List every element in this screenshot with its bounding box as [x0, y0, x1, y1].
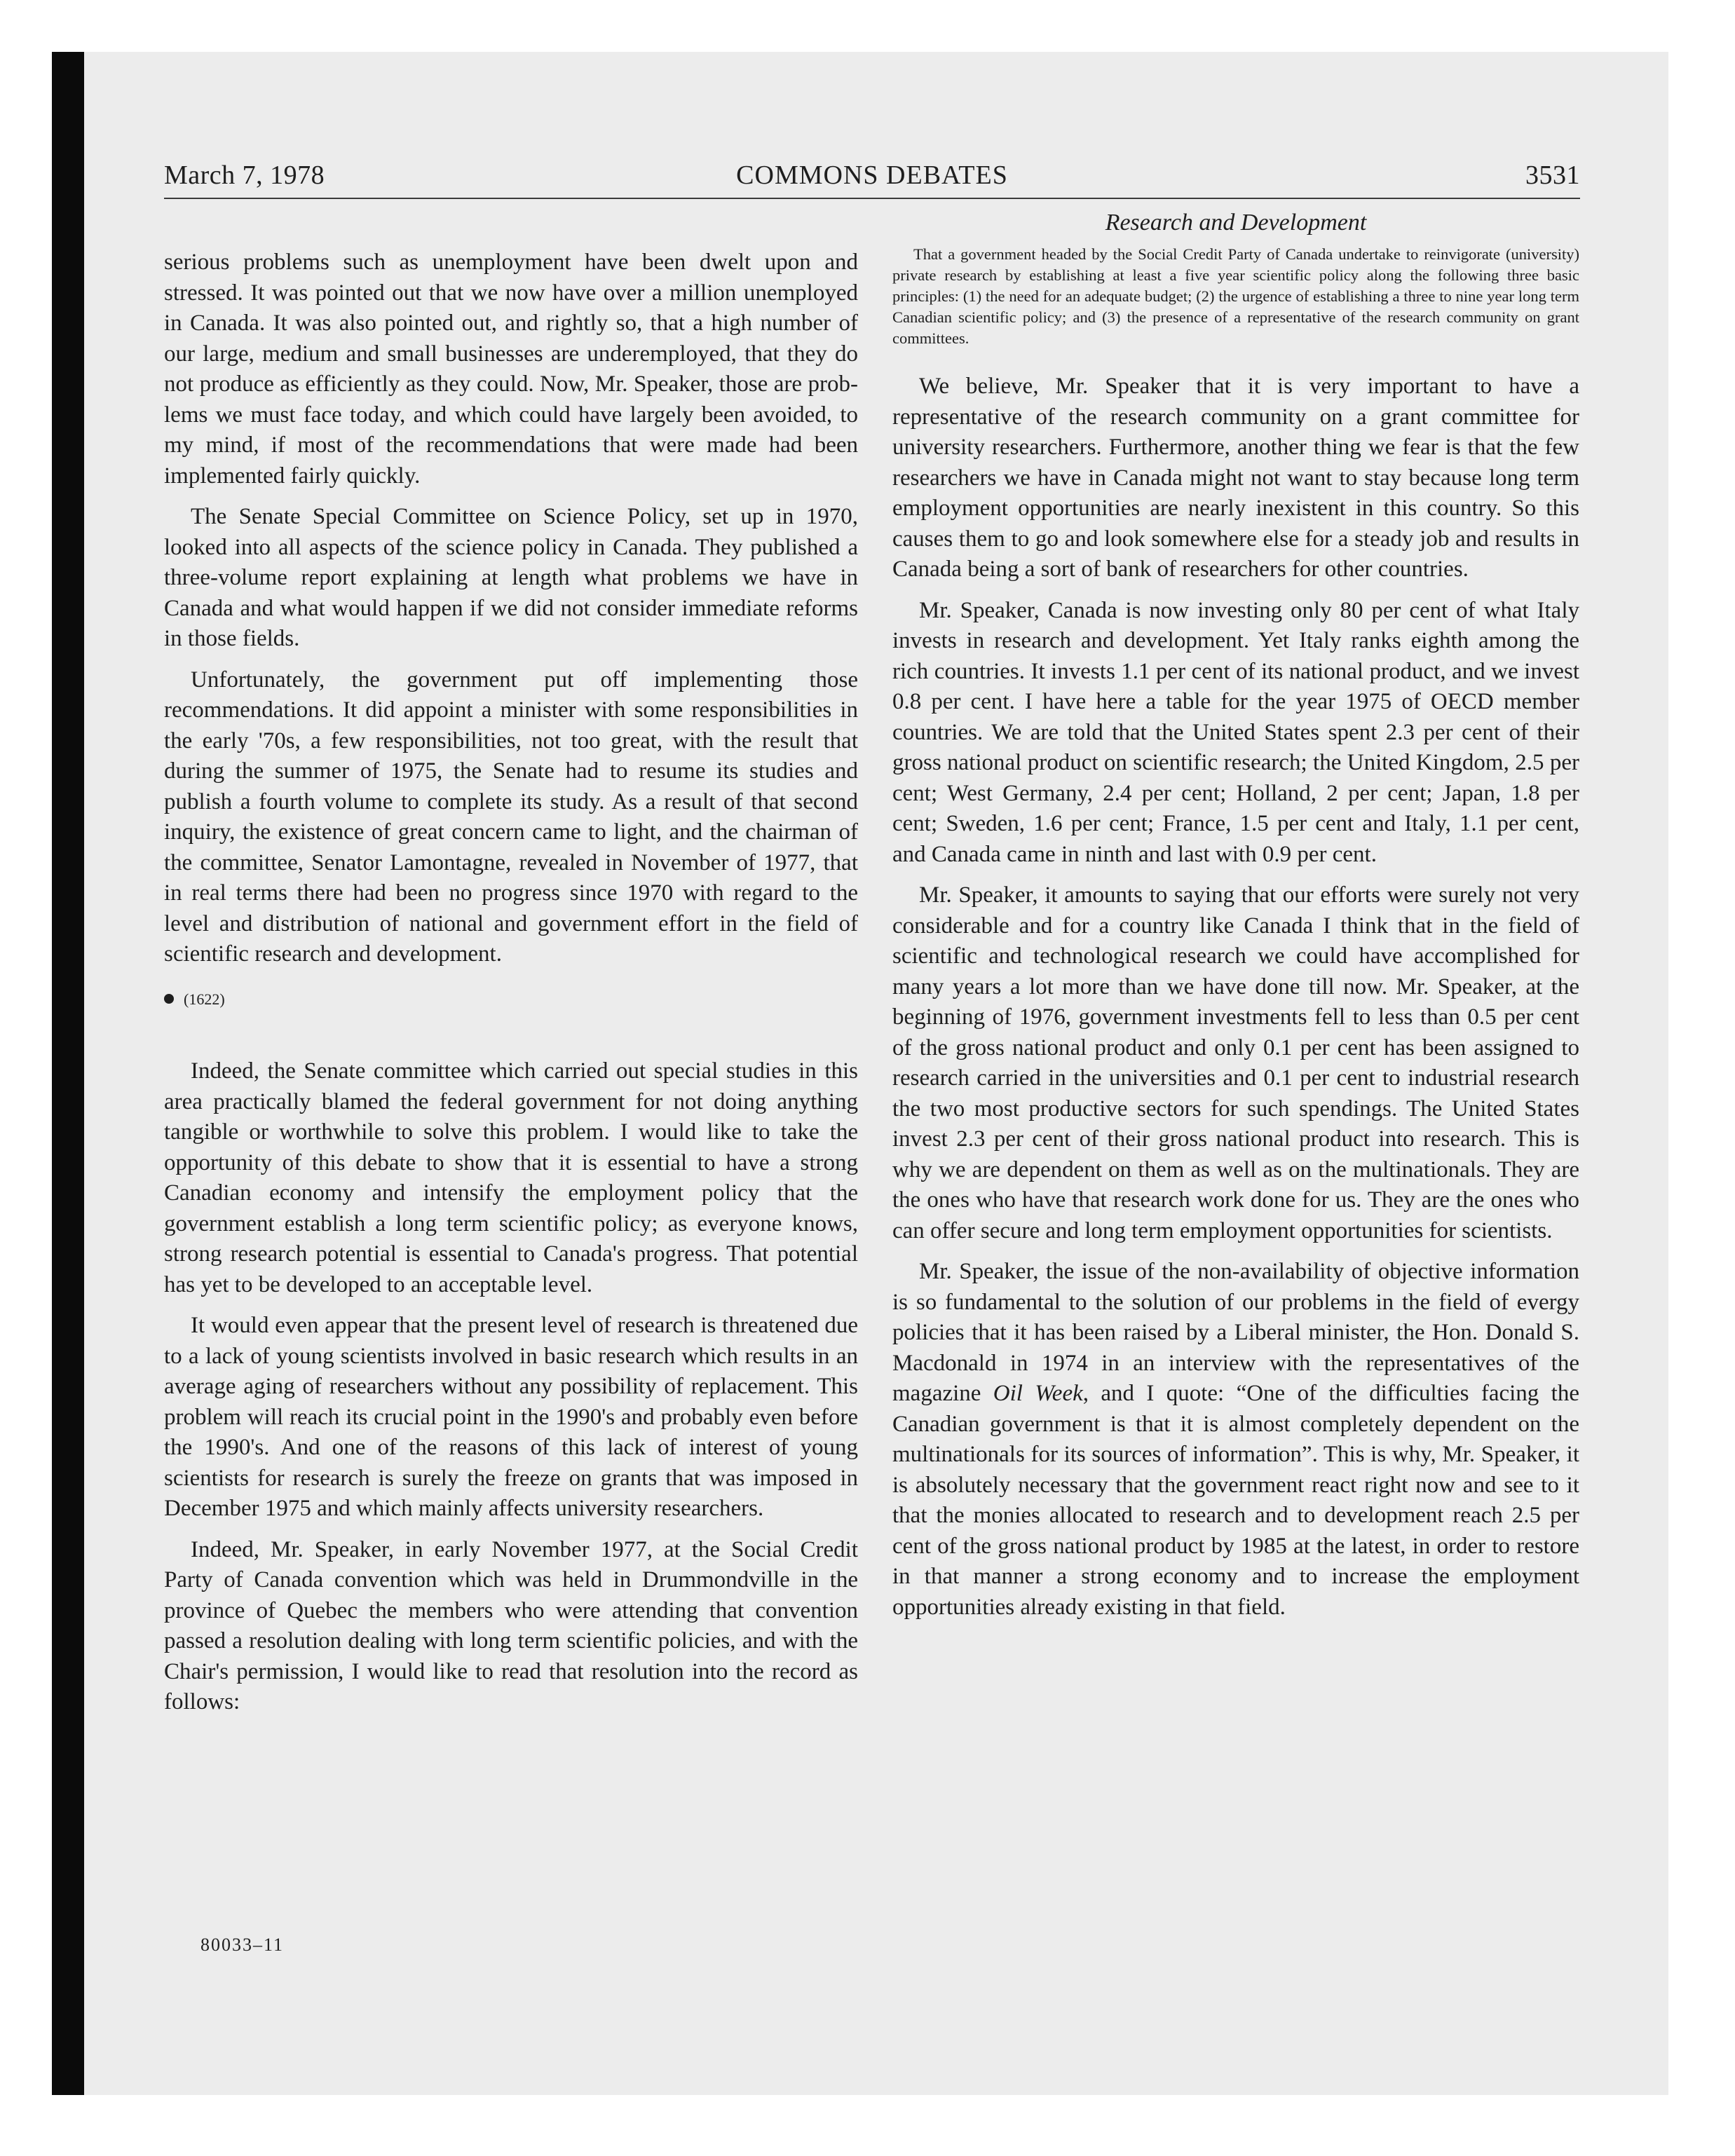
header-page-number: 3531	[1525, 161, 1580, 190]
paragraph: Mr. Speaker, it amounts to saying that our efforts were surely not very considerable and for a country like Canada I think that in the field of scientific and technological research we could have accomplished for many years a lot more than we have done till now. Mr. Speaker, at the beginning of 1976, government investments fell to less than 0.5 per cent of the gross national product and only 0.1 per cent has been assigned to research carried in the universities and 0.1 per cent to industrial research the two most productive sectors for such spendings. The United States invest 2.3 per cent of their gross national product into research. This is why we are dependent on them as well as on the multinationals. They are the ones who have that research work done for us. They are the ones who can offer secure and long term employment opportunities for scientists.	[892, 882, 1579, 1243]
right-column	[892, 207, 1579, 1633]
paragraph: It would even appear that the present level of research is threatened due to a lack of young scientists involved in basic research which results in an average aging of researchers without any possibility of replacement. This problem will reach its crucial point in the 1990's and probably even before the 1990's. And one of the reasons of this lack of interest of young scientists for research is surely the freeze on grants that was imposed in December 1975 and which mainly affects university researchers.	[164, 1313, 858, 1521]
header-date: March 7, 1978	[164, 161, 325, 190]
left-column	[164, 247, 858, 1728]
magazine-title: Oil Week	[993, 1381, 1083, 1406]
scan-binding-edge	[52, 52, 84, 2095]
section-title: Research and Development	[1105, 210, 1367, 236]
timestamp-text: (1622)	[184, 990, 225, 1008]
paragraph: The Senate Special Committee on Science Policy, set up in 1970, looked into all aspects of the science policy in Canada. They published a three-volume report explaining at length what problems we have in Canada and what would happen if we did not consider immediate reforms in those fields.	[164, 504, 858, 651]
paragraph-text: , and I quote: “One of the difficulties facing the Canadian government is that it is almost completely dependent on the multinationals for its sources of information”. This is why, Mr. Speaker, it is absolutely necessary that the government react right now and see to it that the monies allocated to research and to development reach 2.5 per cent of the gross national product by 1985 at the latest, in order to restore in that manner a strong economy and to increase the employment opportunities already existing in that field.	[892, 1381, 1579, 1620]
paragraph: Mr. Speaker, Canada is now investing only 80 per cent of what Italy invests in research and development. Yet Italy ranks eighth among the rich countries. It invests 1.1 per cent of its national product, and we invest 0.8 per cent. I have here a table for the year 1975 of OECD member countries. We are told that the United States spent 2.3 per cent of their gross national product on scientific research; the United Kingdom, 2.5 per cent; West Germany, 2.4 per cent; Holland, 2 per cent; Japan, 1.8 per cent; Sweden, 1.6 per cent; France, 1.5 per cent and Italy, 1.1 per cent, and Canada came in ninth and last with 0.9 per cent.	[892, 597, 1579, 867]
page-header	[164, 160, 1580, 202]
paragraph: serious problems such as unemployment have been dwelt upon and stressed. It was pointed out that we now have over a million unemployed in Canada. It was also pointed out, and rightly so, that a high number of our large, medium and small businesses are underemployed, that they do not produce as efficiently as they could. Now, Mr. Speaker, those are problems we must face today, and which could have largely been avoided, to my mind, if most of the recommendations that were made had been implemented fairly quickly.	[164, 250, 858, 489]
resolution-quote: That a government headed by the Social Credit Party of Canada undertake to reinvigorate (university) private research by establishing at least a five year scientific policy along the following three basic principles: (1) the need for an adequate budget; (2) the urgence of establishing a three to nine year long term Canadian scientific policy; and (3) the presence of a representative of the research community on grant committees.	[892, 245, 1579, 347]
paragraph: We believe, Mr. Speaker that it is very important to have a representative of the research community on a grant committee for university researchers. Furthermore, another thing we fear is that the few researchers we have in Canada might not want to stay because long term employment opportunities are nearly inexistent in this country. So this causes them to go and look somewhere else for a steady job and results in Canada being a sort of bank of researchers for other countries.	[892, 374, 1579, 582]
header-title: COMMONS DEBATES	[736, 161, 1008, 190]
paragraph-text: Mr. Speaker, the issue of the non-availability of objective information is so fundamental to the solution of our problems in the field of evergy policies that it has been raised by a Liberal minister, the Hon. Donald S. Macdonald in 1974 in an interview with the representatives of the magazine	[892, 1259, 1579, 1406]
timestamp-marker	[164, 984, 858, 1015]
page-footer-code: 80033–11	[200, 1935, 285, 1955]
paragraph	[892, 1257, 1579, 1623]
paragraph: Indeed, Mr. Speaker, in early November 1977, at the Social Credit Party of Canada convention which was held in Drummondville in the province of Quebec the members who were attending that convention passed a resolution dealing with long term scientific policies, and with the Chair's permission, I would like to read that resolution into the record as follows:	[164, 1536, 858, 1714]
paragraph: Indeed, the Senate committee which carried out special studies in this area practically blamed the federal government for not doing anything tangible or worthwhile to solve this problem. I would like to take the opportunity of this debate to show that it is essential to have a strong Canadian economy and intensify the employment policy that the government establish a long term scientific policy; as everyone knows, strong research potential is essential to Canada's progress. That potential has yet to be developed to an acceptable level.	[164, 1058, 858, 1297]
bullet-dot-icon	[164, 994, 174, 1004]
header-rule	[164, 198, 1580, 199]
paragraph: Unfortunately, the government put off implementing those recommendations. It did appoint a minister with some responsibilities in the early '70s, a few responsibilities, not too great, with the result that during the summer of 1975, the Senate had to resume its studies and publish a fourth volume to complete its study. As a result of that second inquiry, the existence of great concern came to light, and the chairman of the committee, Senator Lamontagne, revealed in November of 1977, that in real terms there had been no progress since 1970 with regard to the level and distribution of national and government effort in the field of scientific research and development.	[164, 667, 858, 967]
